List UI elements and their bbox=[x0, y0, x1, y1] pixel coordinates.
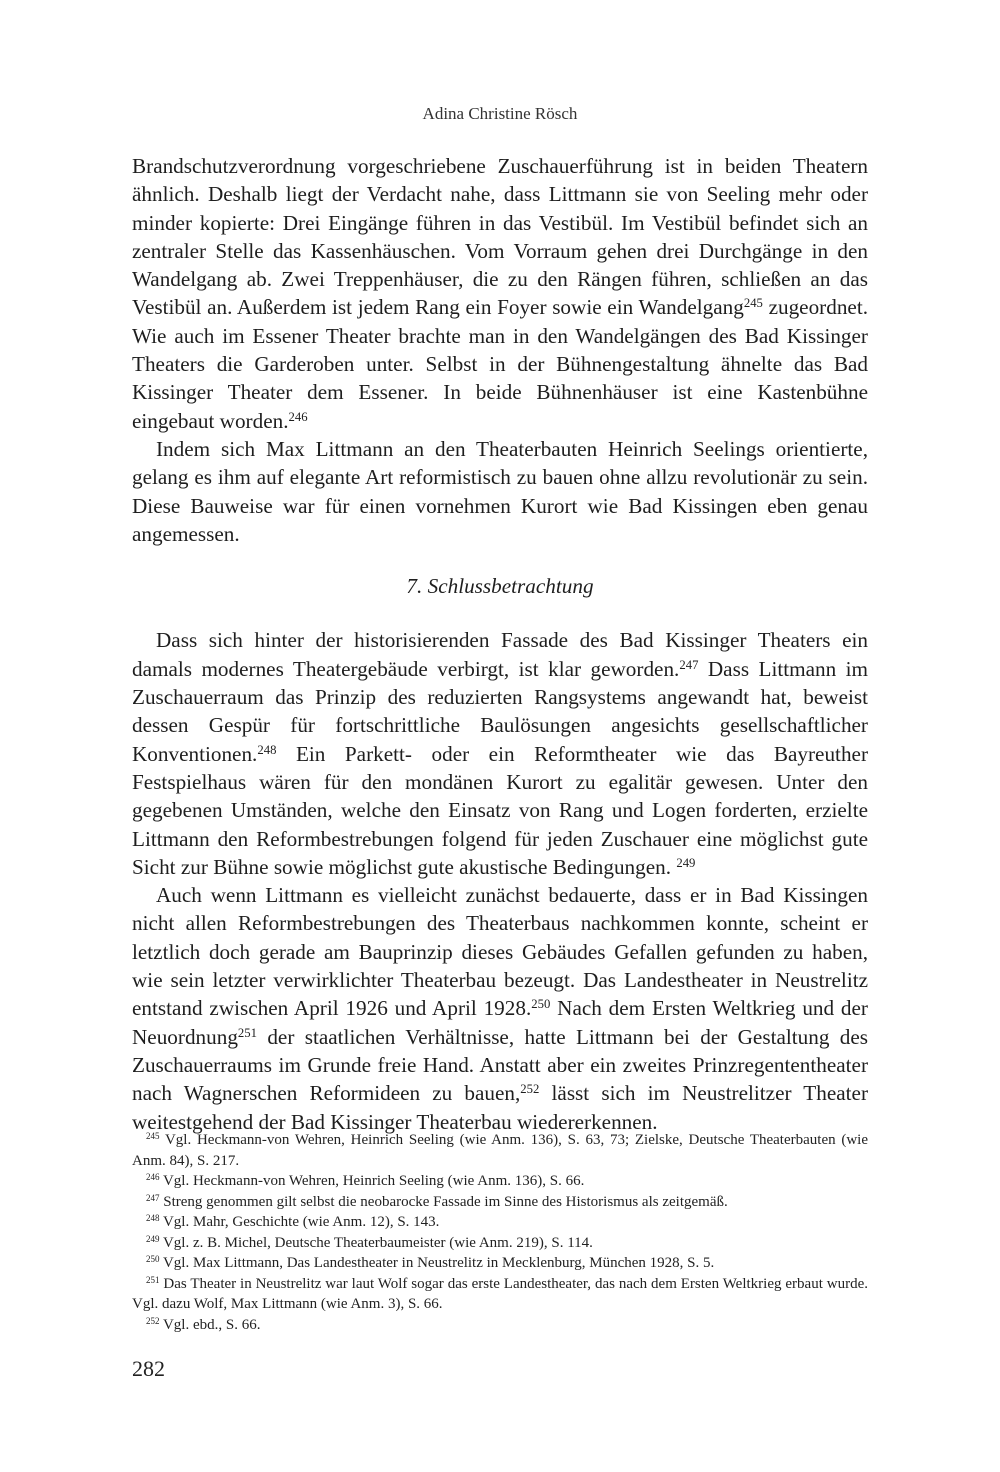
footnote-text: Vgl. Max Littmann, Das Landestheater in Neustrelitz in Mecklenburg, München 1928, S. 5. bbox=[159, 1255, 715, 1271]
footnote-ref[interactable]: 250 bbox=[531, 997, 551, 1012]
text-run: Dass Littmann im Zuschauerraum das Prinzip des reduzierten Rangsystems angewandt hat, beweist dessen Gespür für fortschrittliche Baulösungen angesichts gesellschaftlicher Konventionen. bbox=[132, 656, 868, 766]
footnote-ref[interactable]: 249 bbox=[676, 855, 696, 870]
footnote-text: Vgl. z. B. Michel, Deutsche Theaterbaumeister (wie Anm. 219), S. 114. bbox=[159, 1234, 593, 1251]
text-run: der staatlichen Verhältnisse, hatte Littmann bei der Gestaltung des Zuschauerraums im Grunde freie Hand. Anstatt aber ein zweites Prinzregententheater nach Wagnerschen Reformideen zu bauen, bbox=[132, 1024, 868, 1106]
text-run: Dass sich hinter der historisierenden Fassade des Bad Kissinger Theaters ein damals modernes Theatergebäude verbirgt, ist klar geworden. bbox=[132, 628, 868, 681]
footnote bbox=[132, 1274, 868, 1315]
footnote-text: Vgl. Heckmann-von Wehren, Heinrich Seeling (wie Anm. 136), S. 63, 73; Zielske, Deutsche Theaterbauten (wie Anm. 84), S. 217. bbox=[132, 1132, 868, 1169]
footnote-text: Streng genommen gilt selbst die neobarocke Fassade im Sinne des Historismus als zeitgemäß. bbox=[159, 1193, 728, 1210]
footnote-text: Vgl. ebd., S. 66. bbox=[159, 1316, 261, 1333]
footnote bbox=[132, 1253, 868, 1274]
footnote-number: 250 bbox=[146, 1254, 160, 1265]
main-text bbox=[132, 152, 868, 1136]
footnote-ref[interactable]: 245 bbox=[743, 296, 763, 311]
text-run: lässt sich im Neustrelitzer Theater weitestgehend der Bad Kissinger Theaterbau wiedererkennen. bbox=[132, 1081, 868, 1134]
footnote bbox=[132, 1192, 868, 1213]
paragraph bbox=[132, 435, 868, 548]
footnote bbox=[132, 1212, 868, 1233]
footnote-ref[interactable]: 251 bbox=[237, 1025, 257, 1040]
footnote-text: Vgl. Mahr, Geschichte (wie Anm. 12), S. 143. bbox=[159, 1214, 440, 1230]
footnote-text: Das Theater in Neustrelitz war laut Wolf sogar das erste Landestheater, das nach dem Ersten Weltkrieg erbaut wurde. Vgl. dazu Wolf, Max Littmann (wie Anm. 3), S. 66. bbox=[132, 1275, 868, 1312]
text-run: Indem sich Max Littmann an den Theaterbauten Heinrich Seelings orientierte, gelang es ihm auf elegante Art reformistisch zu bauen ohne allzu revolutionär zu sein. Diese Bauweise war für einen vornehmen Kurort wie Bad Kissingen eben genau angemessen. bbox=[132, 436, 868, 546]
footnote bbox=[132, 1315, 868, 1336]
footnote-text: Vgl. Heckmann-von Wehren, Heinrich Seeling (wie Anm. 136), S. 66. bbox=[159, 1173, 585, 1189]
footnotes bbox=[132, 1130, 868, 1335]
footnote-ref[interactable]: 248 bbox=[257, 742, 277, 757]
footnote-number: 246 bbox=[146, 1172, 160, 1183]
text-run: Brandschutzverordnung vorgeschriebene Zuschauerführung ist in beiden Theatern ähnlich. Deshalb liegt der Verdacht nahe, dass Littmann sie von Seeling mehr oder minder kopierte: Drei Eingänge führen in das Vestibül. Im Vestibül befindet sich an zentraler Stelle das Kassenhäuschen. Vom Vorraum gehen drei Durchgänge in den Wandelgang ab. Zwei Treppenhäuser, die zu den Rängen führen, schließen an das Vestibül an. Außerdem ist jedem Rang ein Foyer sowie ein Wandelgang bbox=[132, 154, 868, 320]
footnote-number: 247 bbox=[146, 1192, 160, 1203]
footnote-number: 252 bbox=[146, 1315, 160, 1326]
footnote-ref[interactable]: 247 bbox=[679, 657, 699, 672]
footnote-ref[interactable]: 252 bbox=[520, 1082, 540, 1097]
paragraph bbox=[132, 881, 868, 1136]
footnote-number: 245 bbox=[146, 1131, 160, 1142]
paragraph bbox=[132, 152, 868, 435]
footnote-number: 248 bbox=[146, 1213, 160, 1224]
text-run: zugeordnet. Wie auch im Essener Theater brachte man in den Wandelgängen des Bad Kissinger Theaters die Garderoben unter. Selbst in der Bühnengestaltung ähnelte das Bad Kissinger Theater dem Essener. In beide Bühnenhäuser ist eine Kastenbühne eingebaut worden. bbox=[132, 295, 868, 433]
footnote bbox=[132, 1171, 868, 1192]
footnote bbox=[132, 1233, 868, 1254]
text-run: Ein Parkett- oder ein Reformtheater wie das Bayreuther Festspielhaus wären für den mondänen Kurort zu egalitär gewesen. Unter den gegebenen Umständen, welche den Einsatz von Rang und Logen forderten, erzielte Littmann den Reformbestrebungen folgend für jeden Zuschauer eine möglichst gute Sicht zur Bühne sowie möglichst gute akustische Bedingungen. bbox=[132, 741, 868, 879]
paragraphs-before-heading bbox=[132, 152, 868, 548]
page-number: 282 bbox=[132, 1356, 165, 1381]
text-run: Auch wenn Littmann es vielleicht zunächst bedauerte, dass er in Bad Kissingen nicht allen Reformbestrebungen des Theaterbaus nachkommen konnte, scheint er letztlich doch gerade am Bauprinzip dieses Gebäudes Gefallen gefunden zu haben, wie sein letzter verwirklichter Theaterbau bezeugt. Das Landestheater in Neustrelitz entstand zwischen April 1926 und April 1928. bbox=[132, 883, 868, 1021]
section-heading: 7. Schlussbetrachtung bbox=[406, 574, 594, 599]
paragraphs-after-heading bbox=[132, 626, 868, 1135]
footnote-number: 251 bbox=[146, 1274, 160, 1285]
footnote-number: 249 bbox=[146, 1233, 160, 1244]
footnote bbox=[132, 1130, 868, 1171]
running-head: Adina Christine Rösch bbox=[422, 104, 578, 123]
text-run: Nach dem Ersten Weltkrieg und der Neuordnung bbox=[132, 996, 868, 1049]
footnote-ref[interactable]: 246 bbox=[288, 409, 308, 424]
paragraph bbox=[132, 626, 868, 881]
